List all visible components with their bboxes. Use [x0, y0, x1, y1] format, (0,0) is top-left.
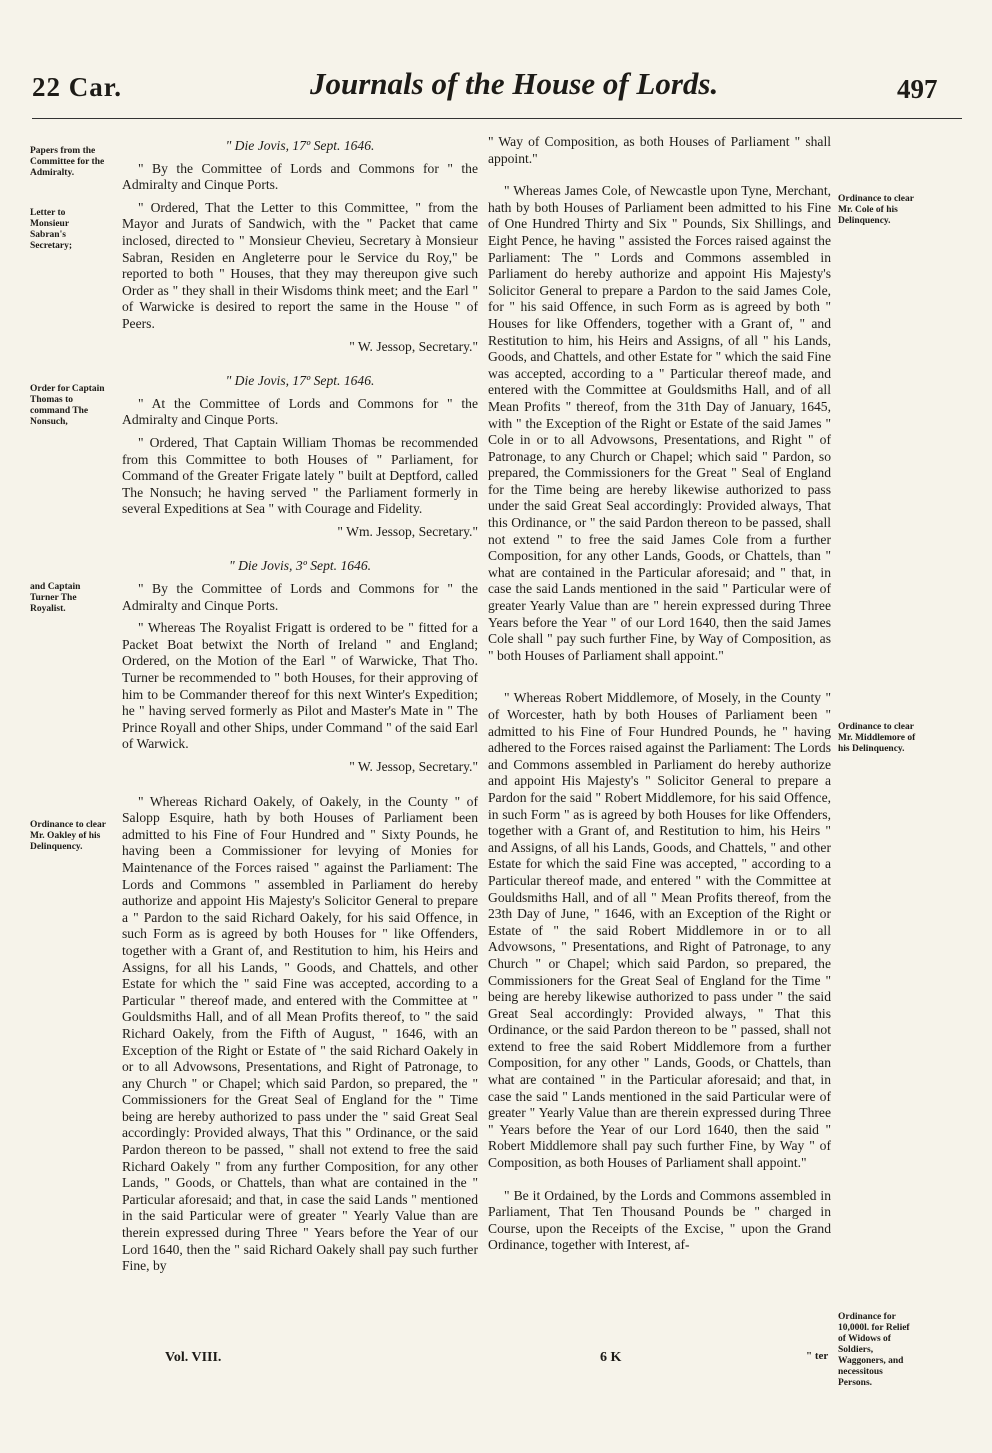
- ordinance-middlemore: " Whereas Robert Middlemore, of Mosely, in the County " of Worcester, hath by both Houses of Parliament been " admitted to his Fine of Four Hundred Pounds, he " having adhered to the Forces raised against the Parliament: The Lords and Commons assembled in Parliament do hereby authorize and appoint His Majesty's " Solicitor General to prepare a Pardon for the said " Robert Middlemore, for his said Offence, in such Form " as is agreed by both Houses for like Offenders, together with a Grant of, and Restitution to him, his Heirs " and Assigns, of all his Lands, Goods, and Chattels, " and other Estate for which the said Fine was accepted, " according to a Particular thereof made, and entered " with the Committee at Gouldsmiths Hall, and of all " Mean Profits thereof, from the 23th Day of June, " 1646, with an Exception of the Right or Estate of " the said Robert Middlemore in or to all Advowsons, " Presentations, and Right of Patronage, to any Church " or Chapel; which said Pardon, so prepared, the Commissioners for the Great Seal of England for the Time " being are hereby likewise authorized to pass under " the said Great Seal accordingly: Provided always, " That this Ordinance, or the said Pardon thereon to be " passed, shall not extend to free the said Robert Middlemore from a further Composition, for any other " Lands, Goods, or Chattels, than what are contained " in the Particular aforesaid; and that, in case the said " Lands mentioned in the said Particular were of greater " Yearly Value than are therein expressed during Three " Years before the Year of our Lord 1640, then the said " Robert Middlemore shall pay such further Fine, by Way " of Composition, as both Houses of Parliament shall appoint.": [488, 690, 831, 1171]
- margin-note-papers: Papers from the Committee for the Admiralty.: [30, 146, 105, 178]
- order-paragraph: " Ordered, That Captain William Thomas be recommended from this Committee to both Houses of " Parliament, for Command of the Greater Frigate lately " built at Deptford, called The Nonsuch; he having served " the Parliament formerly in several Expeditions at Sea " with Courage and Fidelity.: [122, 434, 478, 517]
- committee-heading: " At the Committee of Lords and Commons for " the Admiralty and Cinque Ports.: [122, 395, 478, 428]
- order-paragraph: " Whereas The Royalist Frigatt is ordered to be " fitted for a Packet Boat betwixt the North of Ireland " and England; Ordered, on the Motion of the Earl " of Warwicke, That Tho. Turner be recommended to " both Houses, for their approving of him to be Commander thereof for this next Winter's Expedition; he " having served formerly as Pilot and Master's Mate in " The Prince Royall and other Ships, under Command " of the said Earl of Warwick.: [122, 620, 478, 752]
- right-column: [488, 134, 831, 1260]
- running-head-left: 22 Car.: [32, 72, 123, 102]
- margin-note-oakley: Ordinance to clear Mr. Oakley of his Delinquency.: [30, 820, 106, 852]
- margin-note-order-thomas: Order for Captain Thomas to command The Nonsuch,: [30, 384, 105, 427]
- margin-note-letter: Letter to Monsieur Sabran's Secretary;: [30, 208, 73, 251]
- continued-text: " Way of Composition, as both Houses of Parliament " shall appoint.": [488, 134, 831, 166]
- catchword: " ter: [806, 1350, 829, 1362]
- ordinance-cole: " Whereas James Cole, of Newcastle upon Tyne, Merchant, hath by both Houses of Parliament been admitted to his Fine of One Hundred Thirty and Six " Pounds, Six Shillings, and Eight Pence, he having " assisted the Forces raised against the Parliament: The " Lords and Commons assembled in Parliament do hereby authorize and appoint His Majesty's Solicitor General to prepare a Pardon to the said James Cole, for " his said Offence, in such Form as is agreed by both " Houses for like Offenders, together with a Grant of, " and Restitution to him, his Heirs and Assigns, of all " his Lands, Goods, and Chattels, and other Estate for " which the said Fine was accepted, according to a " Particular thereof made, and entered with the Committee at Gouldsmiths Hall, and of all Mean Profits " thereof, from the 31th Day of January, 1645, with " the Exception of the Right or Estate of the said James " Cole in or to all Advowsons, Presentations, and Right " of Patronage, to any Church or Chapel; which said " Pardon, so prepared, the Commissioners for the Great " Seal of England for the Time being are hereby likewise authorized to pass under the said Great Seal accordingly: Provided always, That this Ordinance, or " the said Pardon thereon to be passed, shall not extend " to free the said James Cole from a further Composition, for any other Lands, Goods, or Chattels, than " what are contained in the Particular aforesaid; and " that, in case the said Lands mentioned in the said " Particular were of greater Yearly Value than are " herein expressed during Three Years before the Year " of our Lord 1640, then the said James Cole shall " pay such further Fine, by Way of Composition, as " both Houses of Parliament shall appoint.": [488, 183, 831, 663]
- left-column: [122, 134, 478, 1281]
- margin-note-turner: and Captain Turner The Royalist.: [30, 582, 81, 614]
- page-number: 497: [897, 74, 938, 104]
- committee-heading: " By the Committee of Lords and Commons for " the Admiralty and Cinque Ports.: [122, 581, 478, 613]
- order-paragraph: " Ordered, That the Letter to this Committee, " from the Mayor and Jurats of Sandwich, with the " Packet that came inclosed, directed to " Monsieur Chevieu, Secretary à Monsieur Sabran, Residen en Angleterre pour le Service du Roy," be reported to both " Houses, that they may thereupon give such Order as " they shall in their Wisdoms think meet; and the Earl " of Warwicke is desired to report the same in the House " of Peers.: [122, 199, 478, 331]
- secretary-signature: " W. Jessop, Secretary.": [349, 338, 478, 354]
- margin-note-middlemore: Ordinance to clear Mr. Middlemore of his Delinquency.: [838, 722, 916, 754]
- margin-note-relief: Ordinance for 10,000l. for Relief of Widows of Soldiers, Waggoners, and necessitous Persons.: [838, 1312, 910, 1388]
- secretary-signature: " W. Jessop, Secretary.": [349, 759, 478, 774]
- ordinance-oakley: " Whereas Richard Oakely, of Oakely, in the County " of Salopp Esquire, hath by both Houses of Parliament been admitted to his Fine of Four Hundred and " Sixty Pounds, he having been a Commissioner for levying of Monies for Maintenance of the Forces raised " against the Parliament: The Lords and Commons " assembled in Parliament do hereby authorize and appoint His Majesty's Solicitor General to prepare a " Pardon to the said Richard Oakely, for his said Offence, in such Form as is agreed by both Houses for " like Offenders, together with a Grant of, and Restitution to him, his Heirs and Assigns, for all his Lands, " Goods, and Chattels, and other Estate for which the " said Fine was accepted, according to a Particular " thereof made, and entered with the Committee at " Gouldsmiths Hall, and of all Mean Profits thereof, to " the said Richard Oakely, from the Fifth of August, " 1646, with an Exception of the Right or Estate of " the said Richard Oakely in or to all Advowsons, Presentations, and Right of Patronage, to any Church " or Chapel; which said Pardon, so prepared, the " Commissioners for the Great Seal of England for the " Time being are hereby authorized to pass under the " said Great Seal accordingly: Provided always, That this " Ordinance, or the said Pardon thereon to be passed, " shall not extend to free the said Richard Oakely " from any further Composition, for any other Lands, " Goods, or Chattels, than what are contained in the " Particular aforesaid; and that, in case the said Lands " mentioned in the said Particular were of greater " Yearly Value than are therein expressed during Three " Years before the Year of our Lord 1640, then the " said Richard Oakely shall pay such further Fine, by: [122, 793, 478, 1274]
- entry-date: " Die Jovis, 17º Sept. 1646.: [225, 373, 375, 389]
- ordinance-relief: " Be it Ordained, by the Lords and Commons assembled in Parliament, That Ten Thousand Pounds be " charged in Course, upon the Receipts of the Excise, " upon the Grand Ordinance, together with Interest, af-: [488, 1187, 831, 1253]
- entry-date: " Die Jovis, 3º Sept. 1646.: [228, 558, 372, 574]
- header-rule: [32, 118, 962, 119]
- margin-note-cole: Ordinance to clear Mr. Cole of his Delinquency.: [838, 194, 914, 226]
- committee-heading: " By the Committee of Lords and Commons for " the Admiralty and Cinque Ports.: [122, 160, 478, 193]
- volume-footer: Vol. VIII.: [165, 1350, 222, 1365]
- running-head-title: Journals of the House of Lords.: [310, 66, 719, 101]
- signature-mark: 6 K: [600, 1350, 622, 1365]
- secretary-signature: " Wm. Jessop, Secretary.": [337, 523, 478, 539]
- entry-date: " Die Jovis, 17º Sept. 1646.: [225, 138, 375, 153]
